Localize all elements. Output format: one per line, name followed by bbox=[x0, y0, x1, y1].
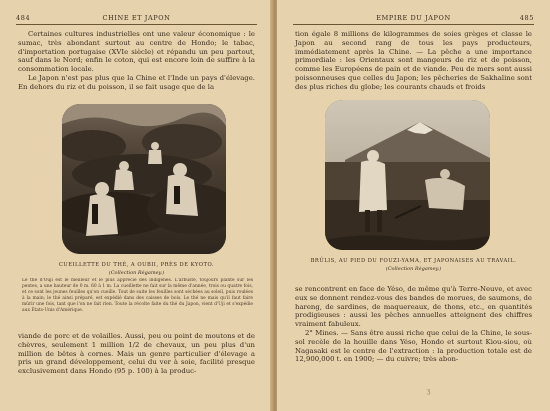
left-photo-caption: CUEILLETTE DU THÉ, A OUBII, PRÈS DE KYOTO. bbox=[58, 262, 215, 268]
right-paragraph-3: 2° Mines. — Sans être aussi riche que celui de la Chine, le sous-sol recèle de la houille dans Yéso, Hondo et surtout Kiou-siou, où Nagasaki est le centre de l'extraction : la production totale est de 12,900,000 t. en 1900; — du cuivre; très abon- bbox=[295, 328, 532, 364]
left-paragraph-3: viande de porc et de volailles. Aussi, peu ou point de moutons et de chèvres, seulement 1 million 1/2 de chevaux, un peu plus d'un million de bêtes à cornes. Mais un genre particulier d'élevage a pris un grand développement, celui du ver à soie, facilité presque exclusivement dans Hondo (95 p. 100) à la produc- bbox=[18, 332, 255, 376]
fuji-field-photo bbox=[325, 100, 490, 250]
right-photo-caption: BRÛLIS, AU PIED DU FOUZI-YAMA, ET JAPONAISES AU TRAVAIL. bbox=[310, 258, 517, 264]
tea-picking-photo bbox=[62, 104, 226, 254]
right-photo-credit: (Collection Régamey.) bbox=[385, 266, 442, 272]
fuji-field-illustration bbox=[325, 100, 490, 250]
left-text-bottom bbox=[18, 332, 255, 376]
right-paragraph-1: tion égale 8 millions de kilogrammes de soies grèges et classe le Japon au second rang de tous les pays producteurs, immédiatement après la Chine. — La pêche a une importance primordiale : les Orientaux sont mangeurs de riz et de poisson, comme les Européens de pain et de viande. Peu de mers sont aussi poissonneuses que celles du Japon; les pêcheries de Sakhaline sont des plus riches du globe; les courants chauds et froids bbox=[295, 30, 532, 91]
left-paragraph-2: Le Japon n'est pas plus que la Chine et l'Inde un pays d'élevage. En dehors du riz et du poisson, il se fait usage que de la bbox=[18, 73, 255, 91]
tea-picking-illustration bbox=[62, 104, 226, 254]
right-text-top bbox=[295, 30, 532, 92]
right-page-number: 485 bbox=[519, 14, 534, 22]
right-header-rule bbox=[293, 24, 534, 25]
left-header-rule bbox=[16, 24, 257, 25]
right-running-title: EMPIRE DU JAPON bbox=[376, 14, 451, 22]
left-text-top bbox=[18, 30, 255, 92]
left-running-title: CHINE ET JAPON bbox=[102, 14, 171, 22]
left-page-number: 484 bbox=[16, 14, 31, 22]
left-page-header bbox=[0, 14, 273, 24]
left-paragraph-1: Certaines cultures industrielles ont une valeur économique : le sumac, très abondant surtout au centre de Hondo; le tabac, d'importation portugaise (XVIe siècle) et répandu un peu partout, sauf dans le Nord; enfin le coton, qui est encore loin de suffire à la consommation locale. bbox=[18, 30, 255, 74]
right-page bbox=[277, 0, 550, 411]
right-text-bottom bbox=[295, 285, 532, 364]
right-page-header bbox=[277, 14, 550, 24]
left-page bbox=[0, 0, 273, 411]
right-foot-mark: ʒ bbox=[427, 388, 431, 395]
left-photo-credit: (Collection Régamey.) bbox=[108, 270, 165, 276]
left-photo-note: Le thé d'Ouji est le meilleur et le plus apprécié des indigènes. L'arbuste, toujours planté sur les pentes, a une hauteur de 0 m. 60 à 1 m. La cueillette ne fait sur la même d'année, trois ou quatre fois, et ce sont les jeunes feuilles qu'on cueille. Tout de suite les feuilles sont séchées au soleil, puis roulées à la main; le thé ainsi préparé, est expédié dans des caisses de bois. Le thé ne mais qu'il faut faire mûrir une fois, tant que l'on ne fait rien. Toute la récolte faite du thé du Japon, vient d'Uji et s'expédie aux États-Unis d'Amérique. bbox=[22, 278, 253, 313]
right-paragraph-2: se rencontrent en face de Yéso, de même qu'à Terre-Neuve, et avec eux se donnent rendez-vous des bandes de morues, de saumons, de hareng, de sardines, de maquereaux, de thons, etc., en quantités prodigieuses : aussi les pêches annuelles atteignent des chiffres vraiment fabuleux. bbox=[295, 285, 532, 329]
